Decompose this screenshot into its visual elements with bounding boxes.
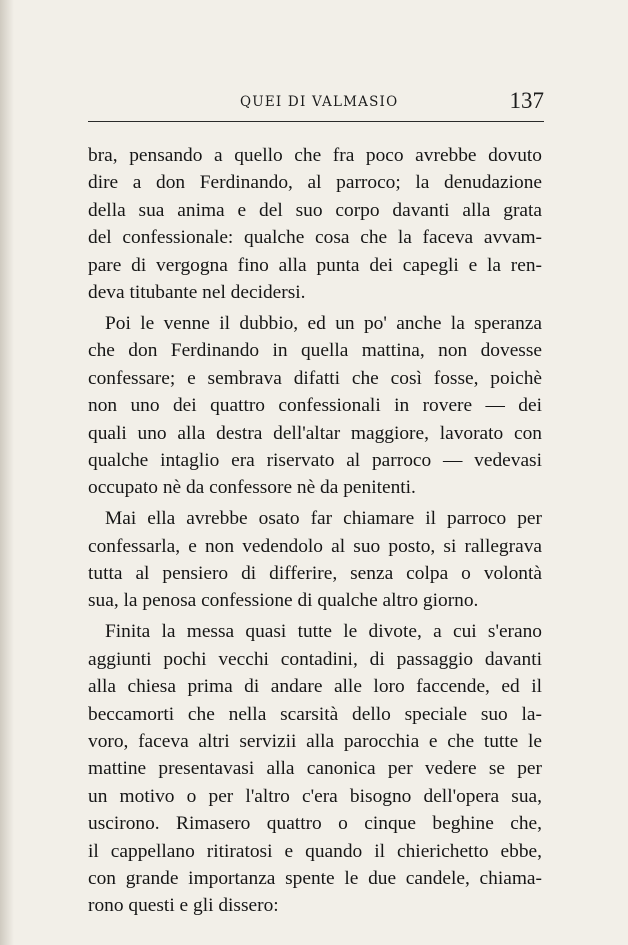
- paragraph: [88, 310, 542, 502]
- text-line: quali uno alla destra dell'altar maggiore, lavorato con: [88, 422, 542, 444]
- page-gutter-shadow: [0, 0, 14, 945]
- text-line: confessarla, e non vedendolo al suo posto, si rallegrava: [88, 535, 542, 557]
- body-text: [88, 142, 542, 923]
- text-line: voro, faceva altri servizii alla parocchia e che tutte le: [88, 730, 542, 752]
- text-line: Poi le venne il dubbio, ed un po' anche la speranza: [105, 312, 542, 334]
- text-line: sua, la penosa confessione di qualche altro giorno.: [88, 590, 479, 612]
- text-line: bra, pensando a quello che fra poco avrebbe dovuto: [88, 145, 542, 166]
- text-line: confessare; e sembrava difatti che così fosse, poichè: [88, 367, 542, 389]
- text-line: un motivo o per l'altro c'era bisogno dell'opera sua,: [88, 785, 542, 807]
- paragraph: [88, 142, 542, 306]
- text-line: Finita la messa quasi tutte le divote, a cui s'erano: [105, 621, 542, 643]
- text-line: pare di vergogna fino alla punta dei capegli e la ren-: [88, 254, 542, 276]
- text-line: beccamorti che nella scarsità dello speciale suo la-: [88, 703, 542, 725]
- text-line: non uno dei quattro confessionali in rovere — dei: [88, 395, 542, 417]
- page-number: 137: [509, 88, 544, 113]
- text-line: della sua anima e del suo corpo davanti alla grata: [88, 199, 542, 221]
- running-title: QUEI DI VALMASIO: [240, 94, 399, 110]
- text-line: che don Ferdinando in quella mattina, non dovesse: [88, 340, 542, 362]
- text-line: alla chiesa prima di andare alle loro faccende, ed il: [88, 676, 542, 698]
- paragraph: [88, 505, 542, 615]
- text-line: occupato nè da confessore nè da penitenti.: [88, 477, 416, 499]
- text-line: mattine presentavasi alla canonica per vedere se per: [88, 758, 542, 780]
- text-line: dire a don Ferdinando, al parroco; la denudazione: [88, 172, 542, 194]
- text-line: il cappellano ritiratosi e quando il chierichetto ebbe,: [88, 840, 542, 862]
- text-line: Mai ella avrebbe osato far chiamare il parroco per: [105, 508, 542, 530]
- text-line: del confessionale: qualche cosa che la faceva avvam-: [88, 227, 542, 249]
- page-header: [88, 84, 544, 116]
- text-line: qualche intaglio era riservato al parroco — vedevasi: [88, 449, 542, 471]
- text-line: aggiunti pochi vecchi contadini, di passaggio davanti: [88, 648, 542, 670]
- text-line: tutta al pensiero di differire, senza colpa o volontà: [88, 563, 542, 585]
- text-line: uscirono. Rimasero quattro o cinque beghine che,: [88, 813, 542, 835]
- text-line: deva titubante nel decidersi.: [88, 281, 306, 303]
- text-line: rono questi e gli dissero:: [88, 895, 279, 917]
- header-rule: [88, 121, 544, 122]
- text-line: con grande importanza spente le due candele, chiama-: [88, 867, 542, 889]
- paragraph: [88, 618, 542, 919]
